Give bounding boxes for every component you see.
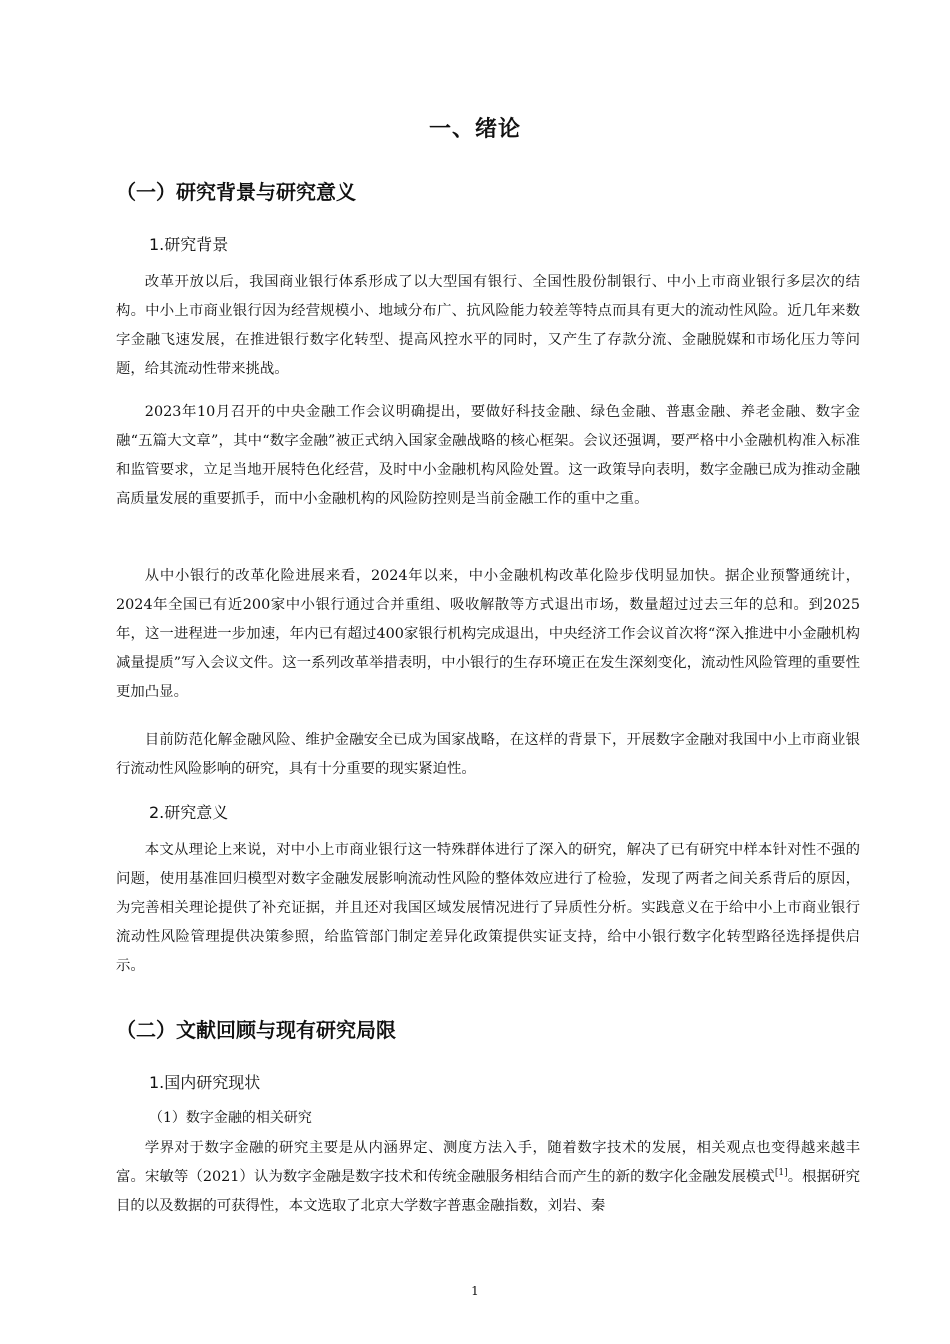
paragraph-text: 学界对于数字金融的研究主要是从内涵界定、测度方法入手，随着数字技术的发展，相关观点也变得越来越丰富。宋敏等（2021）认为数字金融是数字技术和传统金融服务相结合而产生的新的数字化金融发展模式 bbox=[116, 1140, 860, 1185]
paragraph: 改革开放以后，我国商业银行体系形成了以大型国有银行、全国性股份制银行、中小上市商业银行多层次的结构。中小上市商业银行因为经营规模小、地域分布广、抗风险能力较差等特点而具有更大的流动性风险。近几年来数字金融飞速发展，在推进银行数字化转型、提高风控水平的同时，又产生了存款分流、金融脱媒和市场化压力等问题，给其流动性带来挑战。 bbox=[116, 274, 860, 377]
subsection-heading-research-significance: 2.研究意义 bbox=[149, 803, 229, 822]
paragraph bbox=[116, 1134, 860, 1221]
subsection-heading-domestic-research: 1.国内研究现状 bbox=[149, 1073, 261, 1092]
paragraph: 2023年10月召开的中央金融工作会议明确提出，要做好科技金融、绿色金融、普惠金融、养老金融、数字金融“五篇大文章”，其中“数字金融”被正式纳入国家金融战略的核心框架。会议还强调，要严格中小金融机构准入标准和监管要求，立足当地开展特色化经营，及时中小金融机构风险处置。这一政策导向表明，数字金融已成为推动金融高质量发展的重要抓手，而中小金融机构的风险防控则是当前金融工作的重中之重。 bbox=[116, 404, 860, 507]
citation-marker: [1] bbox=[774, 1168, 788, 1179]
paragraph: 目前防范化解金融风险、维护金融安全已成为国家战略，在这样的背景下，开展数字金融对我国中小上市商业银行流动性风险影响的研究，具有十分重要的现实紧迫性。 bbox=[116, 732, 860, 777]
page-number: 1 bbox=[471, 1284, 479, 1298]
paragraph-text: 。根据研究目的以及数据的可获得性，本文选取了北京大学数字普惠金融指数，刘岩、秦 bbox=[116, 1169, 860, 1214]
section-heading-background: （一）研究背景与研究意义 bbox=[116, 180, 356, 204]
paragraph: 从中小银行的改革化险进展来看，2024年以来，中小金融机构改革化险步伐明显加快。据企业预警通统计，2024年全国已有近200家中小银行通过合并重组、吸收解散等方式退出市场，数量超过过去三年的总和。到2025年，这一进程进一步加速，年内已有超过400家银行机构完成退出，中央经济工作会议首次将“深入推进中小金融机构减量提质”写入会议文件。这一系列改革举措表明，中小银行的生存环境正在发生深刻变化，流动性风险管理的重要性更加凸显。 bbox=[116, 568, 860, 700]
chapter-title: 一、绪论 bbox=[428, 117, 521, 142]
section-heading-literature-review: （二）文献回顾与现有研究局限 bbox=[116, 1018, 396, 1042]
subsection-heading-research-background: 1.研究背景 bbox=[149, 235, 229, 254]
paragraph: 本文从理论上来说，对中小上市商业银行这一特殊群体进行了深入的研究，解决了已有研究中样本针对性不强的问题，使用基准回归模型对数字金融发展影响流动性风险的整体效应进行了检验，发现了两者之间关系背后的原因，为完善相关理论提供了补充证据，并且还对我国区域发展情况进行了异质性分析。实践意义在于给中小上市商业银行流动性风险管理提供决策参照，给监管部门制定差异化政策提供实证支持，给中小银行数字化转型路径选择提供启示。 bbox=[116, 842, 860, 974]
item-heading-digital-finance: （1）数字金融的相关研究 bbox=[149, 1110, 312, 1126]
